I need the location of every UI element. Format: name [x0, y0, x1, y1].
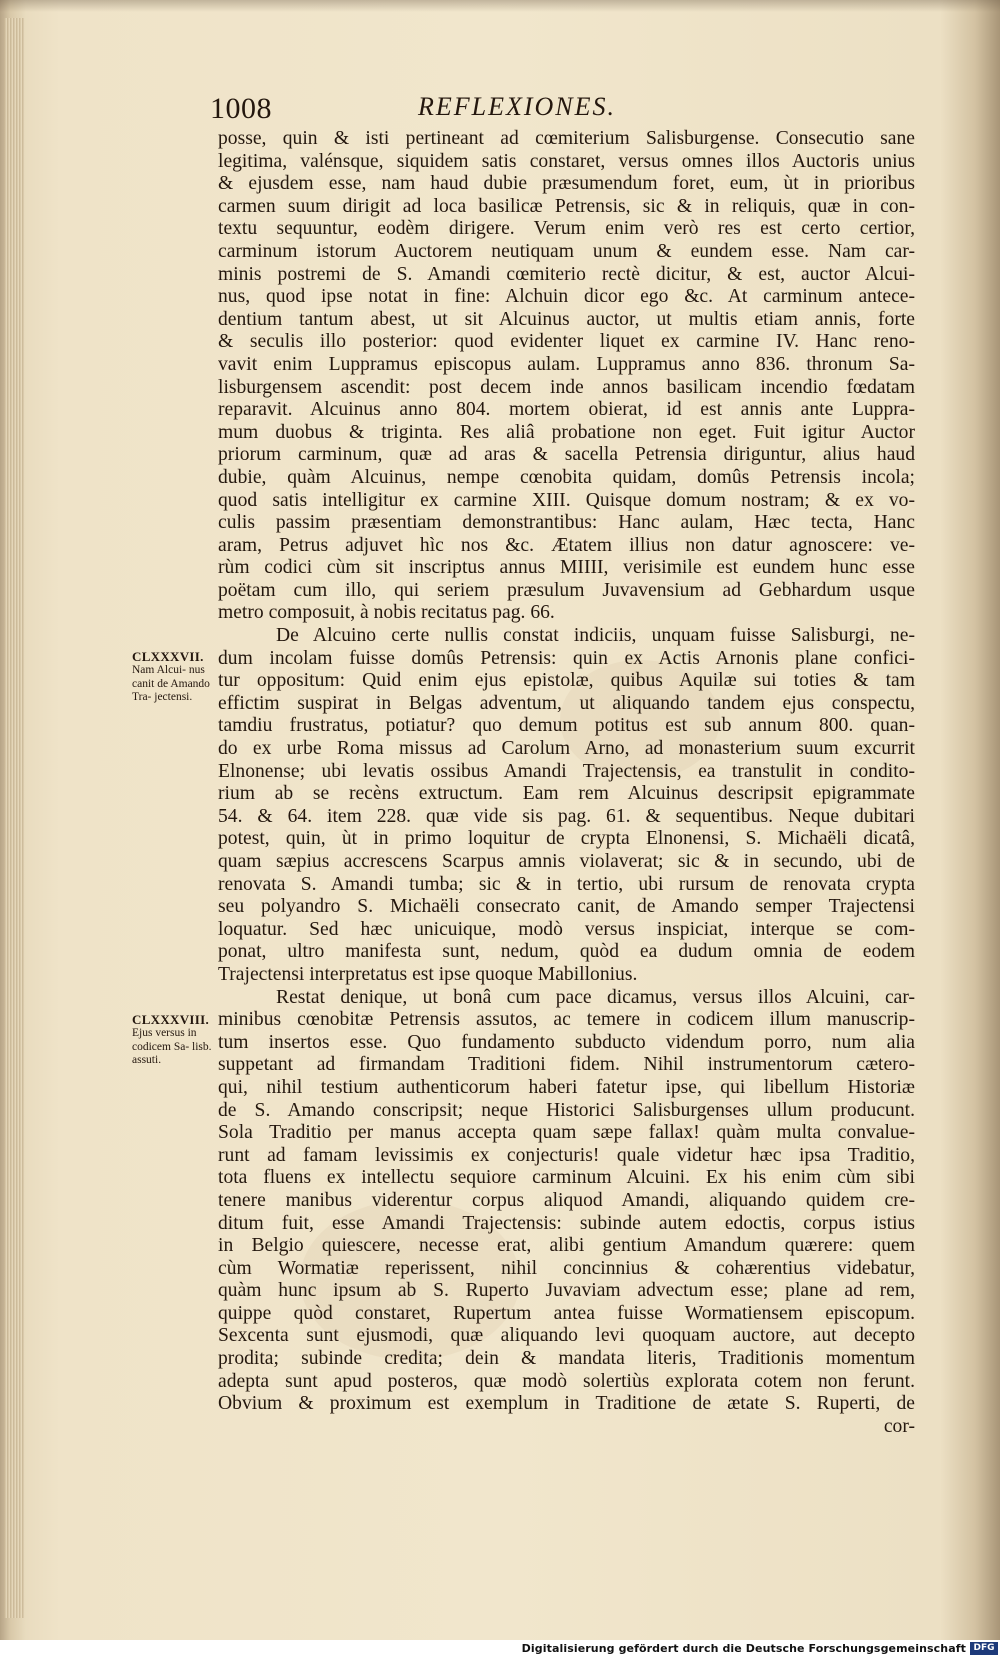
- marginal-text: Ejus versus in codicem Sa- lisb. assuti.: [132, 1027, 212, 1066]
- text-line: suppetant ad firmandam Traditioni fidem. Nihil instrumentorum cætero-: [218, 1054, 915, 1076]
- text-line: cùm Wormatiæ reperissent, nihil concinnius & cohærentius videbatur,: [218, 1257, 915, 1279]
- text-line: mum duobus & triginta. Res aliâ probatione non eget. Fuit igitur Auctor: [218, 421, 915, 443]
- digitization-footer: [0, 1640, 1000, 1657]
- text-line: rium ab se recèns extructum. Eam rem Alcuinus descripsit epigrammate: [218, 783, 915, 805]
- text-line: tamdiu frustratus, potiatur? quo demum potitus est sub annum 800. quan-: [218, 715, 915, 737]
- text-line: quam sæpius accrescens Scarpus amnis violaverat; sic & in secundo, ubi de: [218, 851, 915, 872]
- text-line: do ex urbe Roma missus ad Carolum Arno, ad monasterium suum excurrit: [218, 738, 915, 760]
- text-line: runt ad famam levissimis ex conjecturis! quale videtur hæc ipsa Traditio,: [218, 1144, 915, 1166]
- marginal-number: CLXXXVII.: [132, 649, 204, 664]
- running-title: REFLEXIONES.: [418, 92, 617, 121]
- text-line: quàm hunc ipsum ab S. Ruperto Juvaviam advectum esse; plane ad rem,: [218, 1280, 915, 1302]
- dfg-logo: DFG: [970, 1642, 998, 1655]
- text-line: tenere manibus viderentur corpus aliquod Amandi, aliquando quidem cre-: [218, 1189, 915, 1211]
- text-line: ponat, ultro manifesta sunt, nedum, quòd ea dudum omnia de eodem: [218, 941, 915, 963]
- text-line: minibus cœnobitæ Petrensis assutos, ac temere in codicem illum manuscrip-: [218, 1009, 915, 1031]
- text-line: vavit enim Luppramus episcopus aulam. Luppramus anno 836. thronum Sa-: [218, 353, 915, 375]
- text-line: carmen suum dirigit ad loca basilicæ Petrensis, sic & in reliquis, quæ in con-: [218, 195, 915, 217]
- text-line: 54. & 64. item 228. quæ vide sis pag. 61. & sequentibus. Neque dubitari: [218, 805, 915, 827]
- text-line: carminum istorum Auctorem neutiquam unum & eundem esse. Nam car-: [218, 240, 915, 262]
- page-edge-stack: [4, 18, 24, 1618]
- text-line: tur oppositum: Quid enim ejus epistolæ, quibus Aquilæ sui toties & tam: [218, 670, 915, 692]
- marginal-number: CLXXXVIII.: [132, 1012, 210, 1027]
- text-line: reparavit. Alcuinus anno 804. mortem obierat, id est annis ante Luppra-: [218, 399, 915, 421]
- text-line: renovata S. Amandi tumba; sic & in tertio, ubi rursum de renovata crypta: [218, 873, 915, 895]
- text-line: quippe quòd constaret, Rupertum antea fuisse Wormatiensem episcopum.: [218, 1302, 915, 1324]
- text-line: legitima, valénsque, siquidem satis constaret, versus omnes illos Auctoris unius: [218, 150, 915, 172]
- text-line: textu sequuntur, eodèm dirigere. Verum enim verò res est certo certior,: [218, 218, 915, 240]
- text-line: effictim suspirat in Belgas adventum, ut aliquando tandem ejus conspectu,: [218, 692, 915, 714]
- marginal-note-187: [132, 649, 220, 705]
- text-line: Sexcenta sunt ejusmodi, quæ aliquando levi quoquam auctore, aut decepto: [218, 1325, 915, 1347]
- text-line: rùm codici cùm sit inscriptus annus MIIII, verisimile est eundem hunc esse: [218, 557, 915, 579]
- text-line: posse, quin & isti pertineant ad cœmiterium Salisburgense. Consecutio sane: [218, 128, 915, 149]
- text-line: quod satis intelligitur ex carmine XIII. Quisque domum nostram; & ex vo-: [218, 489, 915, 511]
- paragraph-start-line: De Alcuino certe nullis constat indiciis, unquam fuisse Salisburgi, ne-: [276, 625, 915, 647]
- text-line: culis passim præsentiam demonstrantibus: Hanc aulam, Hæc tecta, Hanc: [218, 512, 915, 534]
- text-line: lisburgensem ascendit: post decem inde annos basilicam incendio fœdatam: [218, 376, 915, 398]
- catchword: cor-: [883, 1415, 915, 1437]
- text-line: dentium tantum abest, ut sit Alcuinus auctor, ut multis etiam annis, forte: [218, 308, 915, 330]
- page-number: 1008: [210, 92, 272, 125]
- text-line: Sola Traditio per manus accepta quam sæpe fallax! quàm multa convalue-: [218, 1122, 915, 1144]
- text-line: qui, nihil testium authenticorum haberi fatetur ipse, qui libellum Historiæ: [218, 1076, 915, 1098]
- marginal-text: Nam Alcui- nus canit de Amando Tra- jectensi.: [132, 664, 210, 703]
- text-line: nus, quod ipse notat in fine: Alchuin dicor ego &c. At carminum antece-: [218, 286, 915, 308]
- text-line: minis postremi de S. Amandi cœmiterio rectè dicitur, & est, auctor Alcui-: [218, 263, 915, 285]
- text-line: potest, quin, ùt in primo loquitur de crypta Elnonensi, S. Michaëli dicatâ,: [218, 828, 915, 850]
- paragraph-start-line: Restat denique, ut bonâ cum pace dicamus, versus illos Alcuini, car-: [276, 986, 915, 1008]
- funding-credit: Digitalisierung gefördert durch die Deutsche Forschungsgemeinschaft: [521, 1642, 966, 1655]
- page-header: [210, 92, 910, 132]
- text-line: prodita; subinde credita; dein & mandata literis, Traditionis momentum: [218, 1348, 915, 1370]
- text-line: aram, Petrus adjuvet hìc nos &c. Ætatem illius non datur agnoscere: ve-: [218, 534, 915, 556]
- text-line: dubie, quàm Alcuinus, nempe cœnobita quidam, domûs Petrensis incola;: [218, 466, 915, 488]
- text-line: Obvium & proximum est exemplum in Traditione de ætate S. Ruperti, de: [218, 1393, 915, 1415]
- text-line: Elnonense; ubi levatis ossibus Amandi Trajectensis, ea transtulit in condito-: [218, 760, 915, 782]
- text-line: ditum fuit, esse Amandi Trajectensis: subinde autem edoctis, corpus istius: [218, 1212, 915, 1234]
- text-line: de S. Amando conscripsit; neque Historici Salisburgenses ullum producunt.: [218, 1099, 915, 1121]
- text-line: poëtam cum illo, qui seriem præsulum Juvavensium ad Gebhardum usque: [218, 579, 915, 601]
- text-line: dum incolam fuisse domûs Petrensis: quin ex Actis Arnonis plane confici-: [218, 647, 915, 669]
- text-line: in Belgio quiescere, necesse erat, alibi gentium Amandum quærere: quem: [218, 1235, 915, 1257]
- text-line: seu polyandro S. Michaëli consecrato canit, de Amando semper Trajectensi: [218, 896, 915, 918]
- text-line: tum insertos esse. Quo fundamento subducto videndum porro, num alia: [218, 1031, 915, 1053]
- scan-shadow: [0, 0, 1000, 12]
- text-line: Trajectensi interpretatus est ipse quoque Mabillonius.: [218, 963, 638, 985]
- text-line: priorum carminum, quæ ad aras & sacella Petrensia diriguntur, alius haud: [218, 444, 915, 466]
- text-line: tota fluens ex intellectu sequiore carminum Alcuini. Ex his enim cùm sibi: [218, 1167, 915, 1189]
- text-line: & ejusdem esse, nam haud dubie præsumendum foret, eum, ùt in prioribus: [218, 173, 915, 195]
- body-text: [218, 128, 915, 1438]
- text-line: & seculis illo posterior: quod evidenter liquet ex carmine IV. Hanc reno-: [218, 331, 915, 353]
- text-line: loquatur. Sed hæc unicuique, modò versus inspiciat, interque se com-: [218, 918, 915, 940]
- text-line: metro composuit, à nobis recitatus pag. 66.: [218, 602, 555, 624]
- marginal-note-188: [132, 1012, 220, 1068]
- text-line: adepta sunt apud posteros, quæ modò solertiùs explorata cotem non ferunt.: [218, 1370, 915, 1392]
